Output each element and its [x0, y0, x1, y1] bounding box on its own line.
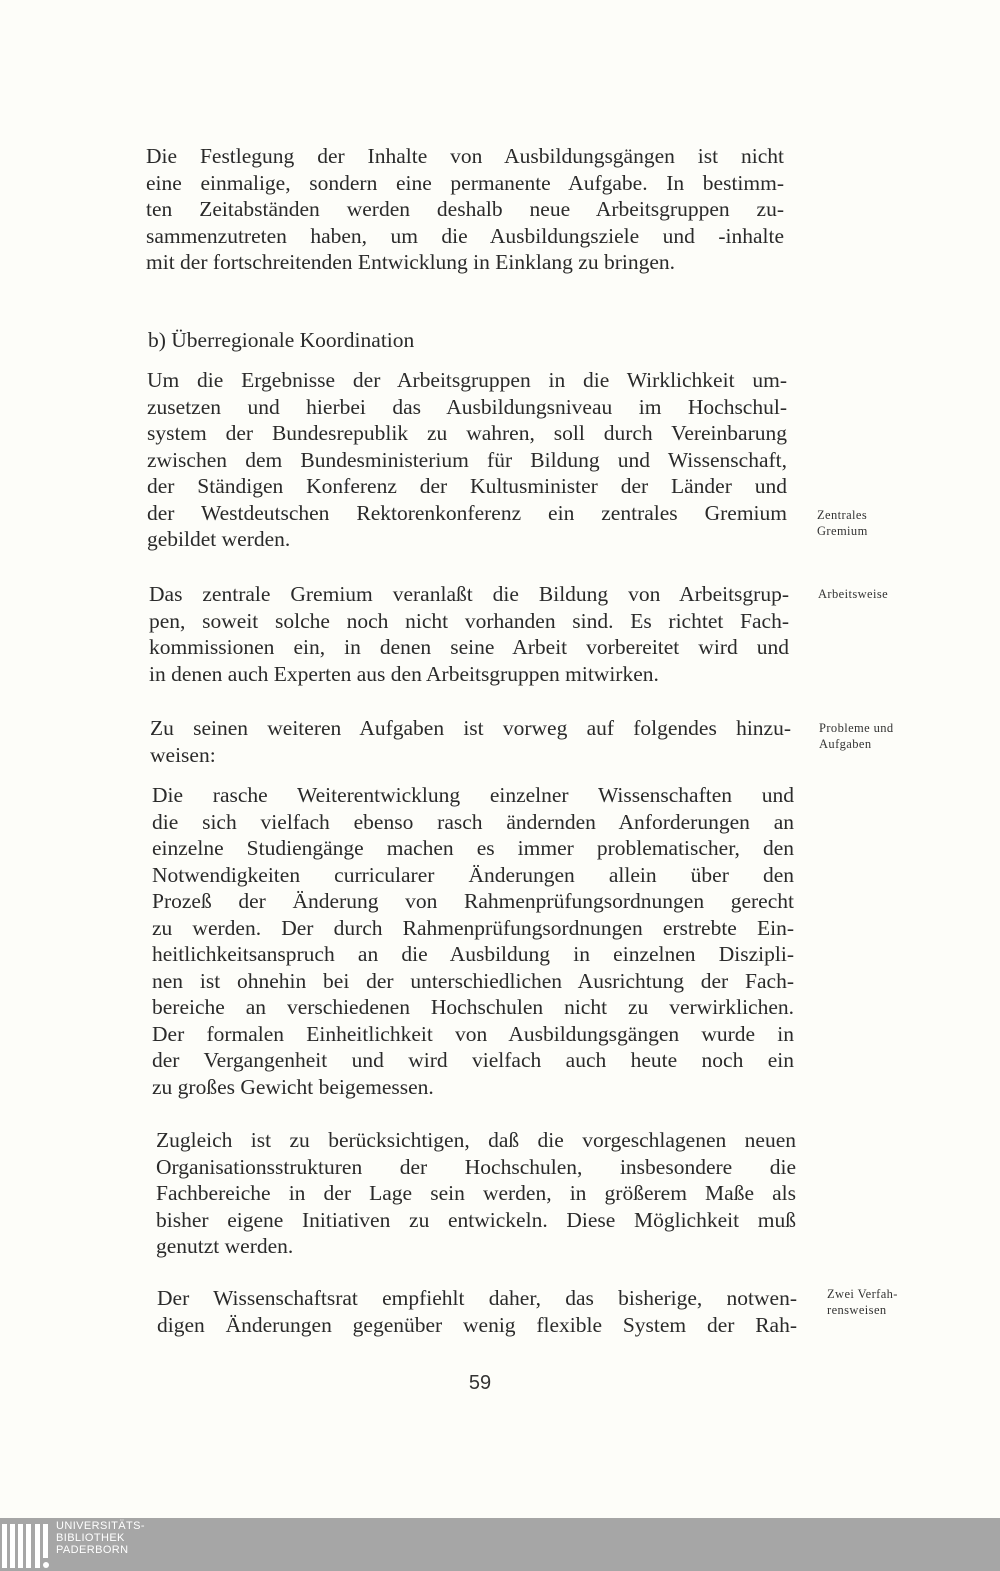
text-line: weisen:	[150, 742, 216, 767]
text-line: Die Festlegung der Inhalte von Ausbildungsgängen ist nicht	[146, 144, 784, 168]
text-line: Fachbereiche in der Lage sein werden, in größerem Maße als	[156, 1181, 796, 1205]
text-line: gebildet werden.	[147, 527, 291, 551]
text-line: mit der fortschreitenden Entwicklung in Einklang zu bringen.	[146, 250, 675, 274]
margin-note-zentrales-gremium	[817, 507, 868, 539]
text-line: pen, soweit solche noch nicht vorhanden sind. Es richtet Fach-	[149, 608, 789, 633]
text-line: Die rasche Weiterentwicklung einzelner Wissenschaften und	[152, 783, 794, 807]
paragraph-1	[146, 143, 784, 276]
library-name-line: PADERBORN	[56, 1544, 129, 1556]
margin-note-probleme-und-aufgaben	[819, 720, 894, 752]
text-line: der Westdeutschen Rektorenkonferenz ein zentrales Gremium	[147, 500, 787, 525]
text-line: Prozeß der Änderung von Rahmenprüfungsordnungen gerecht	[152, 889, 794, 913]
paragraph-2	[147, 367, 787, 553]
text-line: heitlichkeitsanspruch an die Ausbildung in einzelnen Diszipli-	[152, 942, 794, 966]
text-line: in denen auch Experten aus den Arbeitsgruppen mitwirken.	[149, 661, 659, 686]
margin-note-line: Zentrales	[817, 508, 868, 522]
margin-note-line: Zwei Verfah-	[827, 1287, 898, 1301]
text-line: Organisationsstrukturen der Hochschulen, insbesondere die	[156, 1154, 796, 1179]
margin-note-line: Aufgaben	[819, 737, 872, 751]
text-line: Der Wissenschaftsrat empfiehlt daher, das bisherige, notwen-	[157, 1286, 797, 1310]
margin-note-line: Gremium	[817, 524, 868, 538]
text-line: kommissionen ein, in denen seine Arbeit vorbereitet wird und	[149, 635, 789, 659]
text-line: zwischen dem Bundesministerium für Bildung und Wissenschaft,	[147, 447, 787, 472]
paragraph-3	[149, 581, 789, 687]
text-line: Der formalen Einheitlichkeit von Ausbildungsgängen wurde in	[152, 1021, 794, 1046]
text-line: eine einmalige, sondern eine permanente Aufgabe. In bestimm-	[146, 170, 784, 195]
margin-note-zwei-verfahrensweisen	[827, 1286, 898, 1318]
page-number: 59	[468, 1372, 492, 1394]
text-line: die sich vielfach ebenso rasch ändernden Anforderungen an	[152, 809, 794, 834]
text-line: Zugleich ist zu berücksichtigen, daß die vorgeschlagenen neuen	[156, 1128, 796, 1152]
library-name-line: UNIVERSITÄTS-	[56, 1520, 145, 1532]
margin-note-line: rensweisen	[827, 1303, 887, 1317]
paragraph-5	[152, 782, 794, 1100]
text-line: system der Bundesrepublik zu wahren, soll durch Vereinbarung	[147, 421, 787, 445]
text-line: Das zentrale Gremium veranlaßt die Bildung von Arbeitsgrup-	[149, 582, 789, 606]
margin-note-arbeitsweise	[818, 586, 888, 602]
section-heading: b) Überregionale Koordination	[148, 328, 415, 352]
text-line: Um die Ergebnisse der Arbeitsgruppen in die Wirklichkeit um-	[147, 368, 787, 392]
text-line: ten Zeitabständen werden deshalb neue Arbeitsgruppen zu-	[146, 197, 784, 221]
text-line: digen Änderungen gegenüber wenig flexible System der Rah-	[157, 1312, 797, 1337]
text-line: der Vergangenheit und wird vielfach auch heute noch ein	[152, 1048, 794, 1072]
text-line: Notwendigkeiten curricularer Änderungen allein über den	[152, 862, 794, 887]
text-line: Zu seinen weiteren Aufgaben ist vorweg auf folgendes hinzu-	[150, 716, 791, 740]
text-line: zusetzen und hierbei das Ausbildungsniveau im Hochschul-	[147, 394, 787, 419]
text-line: bisher eigene Initiativen zu entwickeln. Diese Möglichkeit muß	[156, 1207, 796, 1232]
paragraph-6	[156, 1127, 796, 1260]
text-line: zu werden. Der durch Rahmenprüfungsordnungen erstrebte Ein-	[152, 915, 794, 940]
text-line: genutzt werden.	[156, 1234, 294, 1258]
library-footer-bar	[0, 1518, 1000, 1571]
text-line: der Ständigen Konferenz der Kultusminister der Länder und	[147, 474, 787, 498]
paragraph-7	[157, 1285, 797, 1338]
paragraph-4	[150, 715, 791, 768]
text-line: sammenzutreten haben, um die Ausbildungsziele und -inhalte	[146, 223, 784, 248]
text-line: nen ist ohnehin bei der unterschiedlichen Ausrichtung der Fach-	[152, 968, 794, 993]
text-line: bereiche an verschiedenen Hochschulen nicht zu verwirklichen.	[152, 995, 794, 1019]
library-name	[56, 1520, 145, 1556]
margin-note-line: Arbeitsweise	[818, 587, 889, 601]
library-name-line: BIBLIOTHEK	[56, 1532, 125, 1544]
text-line: zu großes Gewicht beigemessen.	[152, 1074, 434, 1099]
text-line: einzelne Studiengänge machen es immer problematischer, den	[152, 836, 794, 860]
margin-note-line: Probleme und	[819, 721, 894, 735]
